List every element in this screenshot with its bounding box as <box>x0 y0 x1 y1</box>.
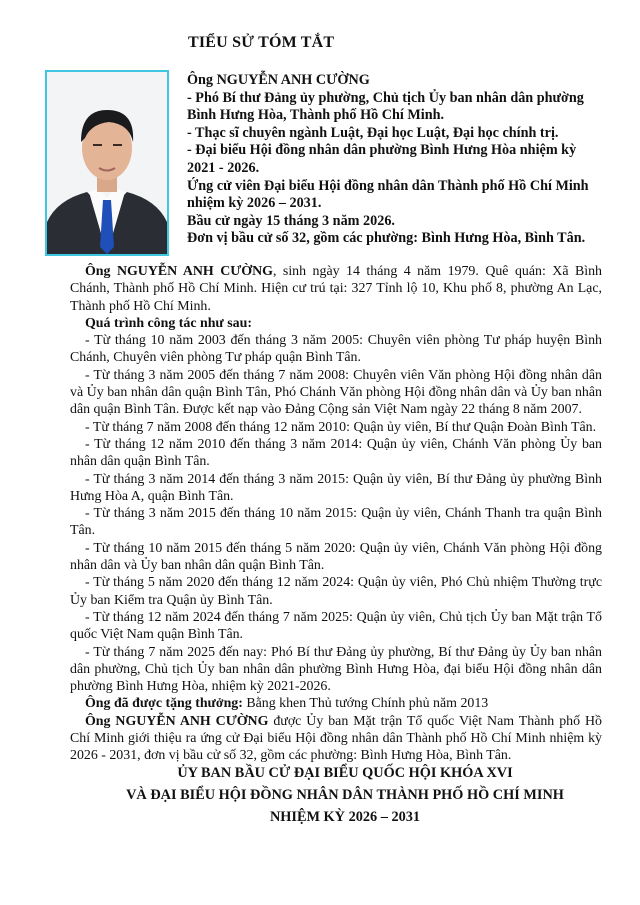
portrait-illustration <box>47 72 167 254</box>
footer-line: NHIỆM KỲ 2026 – 2031 <box>269 809 421 825</box>
career-heading-text: Quá trình công tác như sau: <box>85 315 252 331</box>
career-item: - Từ tháng 7 năm 2008 đến tháng 12 năm 2010: Quận ủy viên, Bí thư Quận Đoàn Bình Tân. <box>85 419 597 435</box>
nomination <box>70 713 602 765</box>
candidate-summary <box>187 72 603 248</box>
document-title: TIỂU SỬ TÓM TẮT <box>188 34 335 51</box>
bio-intro <box>70 263 602 315</box>
summary-constituency: Đơn vị bầu cử số 32, gồm các phường: Bình Hưng Hòa, Bình Tân. <box>187 230 586 247</box>
bio-name: Ông NGUYỄN ANH CƯỜNG <box>85 264 273 279</box>
bio-intro-text: , sinh ngày 14 tháng 4 năm 1979. Quê quán: Xã Bình Chánh, Thành phố Hồ Chí Minh. Hiện cư trú tại: 327 Tỉnh lộ 10, Khu phố 8, phường An Lạc, Thành phố Hồ Chí Minh. <box>70 264 602 314</box>
summary-education: - Thạc sĩ chuyên ngành Luật, Đại học Luật, Đại học chính trị. <box>187 124 559 141</box>
career-item: - Từ tháng 10 năm 2015 đến tháng 5 năm 2020: Quận ủy viên, Chánh Văn phòng Hội đồng nhân dân và Ủy ban nhân dân quận Bình Tân. <box>70 540 602 574</box>
issuing-committee <box>60 762 630 828</box>
award-text: Bằng khen Thủ tướng Chính phủ năm 2013 <box>242 696 489 712</box>
award <box>70 695 602 712</box>
career-item: - Từ tháng 3 năm 2015 đến tháng 10 năm 2015: Quận ủy viên, Chánh Thanh tra quận Bình Tân. <box>70 506 602 539</box>
summary-election-date: Bầu cử ngày 15 tháng 3 năm 2026. <box>187 212 395 229</box>
career-item: - Từ tháng 12 năm 2010 đến tháng 3 năm 2014: Quận ủy viên, Chánh Văn phòng Ủy ban nhân dân quận Bình Tân. <box>70 436 602 470</box>
footer-line: ỦY BAN BẦU CỬ ĐẠI BIỂU QUỐC HỘI KHÓA XVI <box>177 765 513 781</box>
summary-delegate: - Đại biểu Hội đồng nhân dân phường Bình Hưng Hòa nhiệm kỳ 2021 - 2026. <box>187 142 577 176</box>
award-label: Ông đã được tặng thưởng: <box>85 696 243 712</box>
career-item: - Từ tháng 3 năm 2005 đến tháng 7 năm 2008: Chuyên viên Văn phòng Hội đồng nhân dân và Ủy ban nhân dân quận Bình Tân, Phó Chánh Văn phòng Hội đồng nhân dân và Ủy ban nhân dân quận Bình Tân. Được kết nạp vào Đảng Cộng sản Việt Nam ngày 22 tháng 8 năm 2007. <box>70 367 602 418</box>
summary-position: - Phó Bí thư Đảng ủy phường, Chủ tịch Ủy ban nhân dân phường Bình Hưng Hòa, Thành phố Hồ Chí Minh. <box>187 89 584 124</box>
nomination-name: Ông NGUYỄN ANH CƯỜNG <box>85 713 269 729</box>
career-item: - Từ tháng 3 năm 2014 đến tháng 3 năm 2015: Quận ủy viên, Bí thư Đảng ủy phường Bình Hưng Hòa A, quận Bình Tân. <box>70 471 602 504</box>
nomination-text: được Ủy ban Mặt trận Tổ quốc Việt Nam Thành phố Hồ Chí Minh giới thiệu ra ứng cử Đại biểu Hội đồng nhân dân Thành phố Hồ Chí Minh nhiệm kỳ 2026 - 2031, đơn vị bầu cử số 32, gồm các phường: Bình Hưng Hòa, Bình Tân. <box>70 713 602 764</box>
summary-name: Ông NGUYỄN ANH CƯỜNG <box>187 72 370 88</box>
career-item: - Từ tháng 10 năm 2003 đến tháng 3 năm 2005: Chuyên viên phòng Tư pháp huyện Bình Chánh, Chuyên viên phòng Tư pháp quận Bình Tân. <box>70 333 602 366</box>
footer-line: VÀ ĐẠI BIỂU HỘI ĐỒNG NHÂN DÂN THÀNH PHỐ HỒ CHÍ MINH <box>126 787 564 803</box>
career-item: - Từ tháng 5 năm 2020 đến tháng 12 năm 2024: Quận ủy viên, Phó Chủ nhiệm Thường trực Ủy ban Kiểm tra Quận ủy Bình Tân. <box>70 575 602 608</box>
career-item: - Từ tháng 7 năm 2025 đến nay: Phó Bí thư Đảng ủy phường, Bí thư Đảng ủy Ủy ban nhân dân phường, Chủ tịch Ủy ban nhân dân phường Bình Hưng Hòa, đại biểu Hội đồng nhân dân phường Bình Hưng Hòa, nhiệm kỳ 2021-2026. <box>70 644 602 695</box>
career-heading <box>70 315 602 332</box>
summary-candidacy: Ứng cử viên Đại biểu Hội đồng nhân dân Thành phố Hồ Chí Minh nhiệm kỳ 2026 – 2031. <box>187 177 589 212</box>
biography-body <box>70 263 602 765</box>
career-item: - Từ tháng 12 năm 2024 đến tháng 7 năm 2025: Quận ủy viên, Chủ tịch Ủy ban Mặt trận Tổ quốc Việt Nam quận Bình Tân. <box>70 609 602 643</box>
candidate-portrait-photo <box>45 70 169 256</box>
